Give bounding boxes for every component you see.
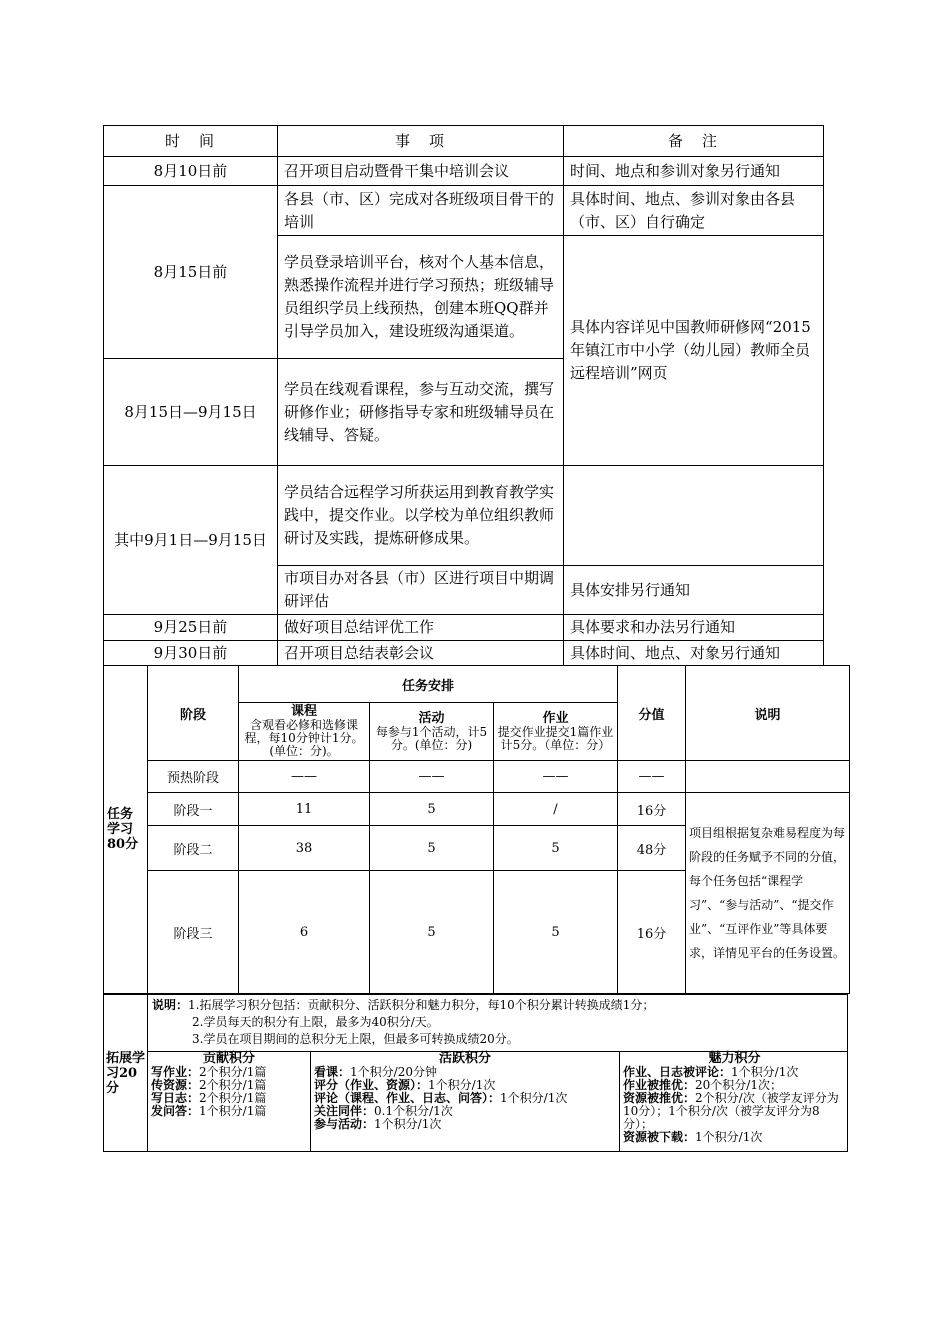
remark-cell: 时间、地点和参训对象另行通知	[564, 157, 824, 186]
homework-cell: 5	[494, 871, 618, 994]
homework-cell: ——	[494, 761, 618, 793]
item-value: 1个积分/1次	[695, 1130, 763, 1144]
table-header-row	[104, 126, 824, 157]
time-cell: 其中9月1日—9月15日	[104, 466, 278, 615]
score-cell: 16分	[618, 793, 686, 826]
note-text: 1.拓展学习积分包括：贡献积分、活跃积分和魅力积分，每10个积分累计转换成绩1分；	[188, 998, 655, 1012]
homework-desc: 提交作业提交1篇作业计5分。（单位：分）	[497, 724, 614, 752]
score-cell: 48分	[618, 826, 686, 871]
score-cell: ——	[618, 761, 686, 793]
activity-cell: 5	[370, 826, 494, 871]
points-columns	[148, 1051, 847, 1151]
remark-cell: 具体时间、地点、对象另行通知	[564, 641, 824, 666]
table-row	[104, 761, 850, 793]
list-item	[623, 1092, 846, 1131]
stage-cell: 阶段二	[148, 826, 239, 871]
header-remark: 备 注	[564, 126, 824, 157]
item-value: 1个积分/1次	[428, 1078, 496, 1092]
item-key: 评论（课程、作业、日志、问答）：	[314, 1091, 501, 1105]
task-side-label: 任务学习80分	[104, 666, 148, 994]
item-value: 1个积分/1次	[731, 1065, 799, 1079]
stage-cell: 阶段三	[148, 871, 239, 994]
stage-header: 阶段	[148, 666, 239, 761]
table-row	[104, 641, 824, 666]
item-value: 1个积分/1次	[500, 1091, 568, 1105]
item-value: 20个积分/1次；	[695, 1078, 782, 1092]
list-item	[623, 1131, 846, 1144]
item-value: 1个积分/1次	[374, 1117, 442, 1131]
task-note-cell: 项目组根据复杂难易程度为每阶段的任务赋予不同的分值，每个任务包括“课程学习”、“参与活动”、“提交作业”、“互评作业”等具体要求，详情见平台的任务设置。	[686, 793, 850, 994]
header-time: 时 间	[104, 126, 278, 157]
homework-header	[494, 703, 618, 761]
score-header: 分值	[618, 666, 686, 761]
active-column	[311, 1052, 620, 1151]
item-key: 评分（作业、资源）：	[314, 1078, 429, 1092]
course-cell: 6	[239, 871, 370, 994]
contribution-column	[148, 1052, 311, 1151]
item-key: 资源被下载：	[623, 1130, 696, 1144]
item-cell: 召开项目启动暨骨干集中培训会议	[278, 157, 564, 186]
time-cell: 8月10日前	[104, 157, 278, 186]
course-cell: 38	[239, 826, 370, 871]
remark-cell	[564, 466, 824, 566]
schedule-table	[103, 125, 824, 666]
desc-header: 说明	[686, 666, 850, 761]
item-cell: 市项目办对各县（市）区进行项目中期调研评估	[278, 566, 564, 615]
item-key: 发问答：	[151, 1104, 200, 1118]
item-key: 写作业：	[151, 1065, 200, 1079]
time-cell: 8月15日—9月15日	[104, 359, 278, 466]
activity-desc: 每参与1个活动，计5分。(单位：分)	[375, 724, 488, 752]
table-row	[104, 186, 824, 236]
homework-cell: 5	[494, 826, 618, 871]
time-cell: 9月25日前	[104, 615, 278, 641]
table-row	[104, 466, 824, 566]
task-header-row	[104, 666, 850, 703]
remark-cell: 具体内容详见中国教师研修网“2015年镇江市中小学（幼儿园）教师全员远程培训”网页	[564, 236, 824, 466]
course-header	[239, 703, 370, 761]
contribution-title: 贡献积分	[202, 1051, 255, 1066]
item-cell: 学员结合远程学习所获运用到教育教学实践中，提交作业。以学校为单位组织教师研讨及实践，提炼研修成果。	[278, 466, 564, 566]
charm-column	[620, 1052, 849, 1151]
item-value: 2个积分/1篇	[199, 1065, 267, 1079]
arrangement-header: 任务安排	[239, 666, 618, 703]
item-key: 资源被推优：	[623, 1091, 696, 1105]
list-item	[314, 1118, 616, 1131]
item-value: 2个积分/次（被学友评分为10分）；1个积分/次（被学友评分为8分）；	[623, 1091, 839, 1131]
table-row	[104, 793, 850, 826]
expansion-side-label: 拓展学习20分	[106, 1051, 146, 1096]
item-value: 1个积分/20分钟	[350, 1065, 437, 1079]
activity-cell: ——	[370, 761, 494, 793]
time-cell: 9月30日前	[104, 641, 278, 666]
item-key: 看课：	[314, 1065, 351, 1079]
score-cell: 16分	[618, 871, 686, 994]
task-table	[103, 665, 850, 994]
remark-cell: 具体安排另行通知	[564, 566, 824, 615]
course-cell: ——	[239, 761, 370, 793]
remark-cell: 具体要求和办法另行通知	[564, 615, 824, 641]
empty-note-cell	[686, 761, 850, 793]
activity-title: 活动	[418, 710, 445, 726]
item-cell: 各县（市、区）完成对各班级项目骨干的培训	[278, 186, 564, 236]
note-label: 说明：	[152, 998, 189, 1012]
item-value: 2个积分/1篇	[199, 1091, 267, 1105]
active-title: 活跃积分	[438, 1051, 491, 1066]
remark-cell: 具体时间、地点、参训对象由各县（市、区）自行确定	[564, 186, 824, 236]
header-item: 事 项	[278, 126, 564, 157]
expansion-notes	[152, 997, 843, 1048]
stage-cell: 预热阶段	[148, 761, 239, 793]
homework-cell: /	[494, 793, 618, 826]
expansion-section	[103, 994, 848, 1152]
item-key: 关注同伴：	[314, 1104, 375, 1118]
list-item	[151, 1105, 307, 1118]
note-line	[152, 997, 843, 1014]
homework-title: 作业	[542, 710, 569, 726]
item-cell: 召开项目总结表彰会议	[278, 641, 564, 666]
course-title: 课程	[290, 704, 317, 719]
time-cell: 8月15日前	[104, 186, 278, 359]
item-value: 0.1个积分/1次	[374, 1104, 453, 1118]
item-cell: 学员在线观看课程，参与互动交流，撰写研修作业；研修指导专家和班级辅导员在线辅导、答疑。	[278, 359, 564, 466]
item-key: 作业、日志被评论：	[623, 1065, 732, 1079]
item-value: 2个积分/1篇	[199, 1078, 267, 1092]
activity-cell: 5	[370, 871, 494, 994]
note-line: 3.学员在项目期间的总积分无上限，但最多可转换成绩20分。	[192, 1032, 519, 1046]
expansion-side-cell	[104, 995, 148, 1151]
activity-cell: 5	[370, 793, 494, 826]
charm-title: 魅力积分	[708, 1051, 761, 1066]
note-line: 2.学员每天的积分有上限，最多为40积分/天。	[192, 1015, 439, 1029]
table-row	[104, 615, 824, 641]
item-cell: 做好项目总结评优工作	[278, 615, 564, 641]
course-desc: 含观看必修和选修课程，每10分钟计1分。(单位：分)。	[244, 718, 364, 758]
item-key: 作业被推优：	[623, 1078, 696, 1092]
item-key: 传资源：	[151, 1078, 200, 1092]
table-row	[104, 157, 824, 186]
stage-cell: 阶段一	[148, 793, 239, 826]
item-cell: 学员登录培训平台，核对个人基本信息，熟悉操作流程并进行学习预热；班级辅导员组织学员上线预热，创建本班QQ群并引导学员加入，建设班级沟通渠道。	[278, 236, 564, 359]
item-value: 1个积分/1篇	[199, 1104, 267, 1118]
course-cell: 11	[239, 793, 370, 826]
item-key: 写日志：	[151, 1091, 200, 1105]
activity-header	[370, 703, 494, 761]
item-key: 参与活动：	[314, 1117, 375, 1131]
